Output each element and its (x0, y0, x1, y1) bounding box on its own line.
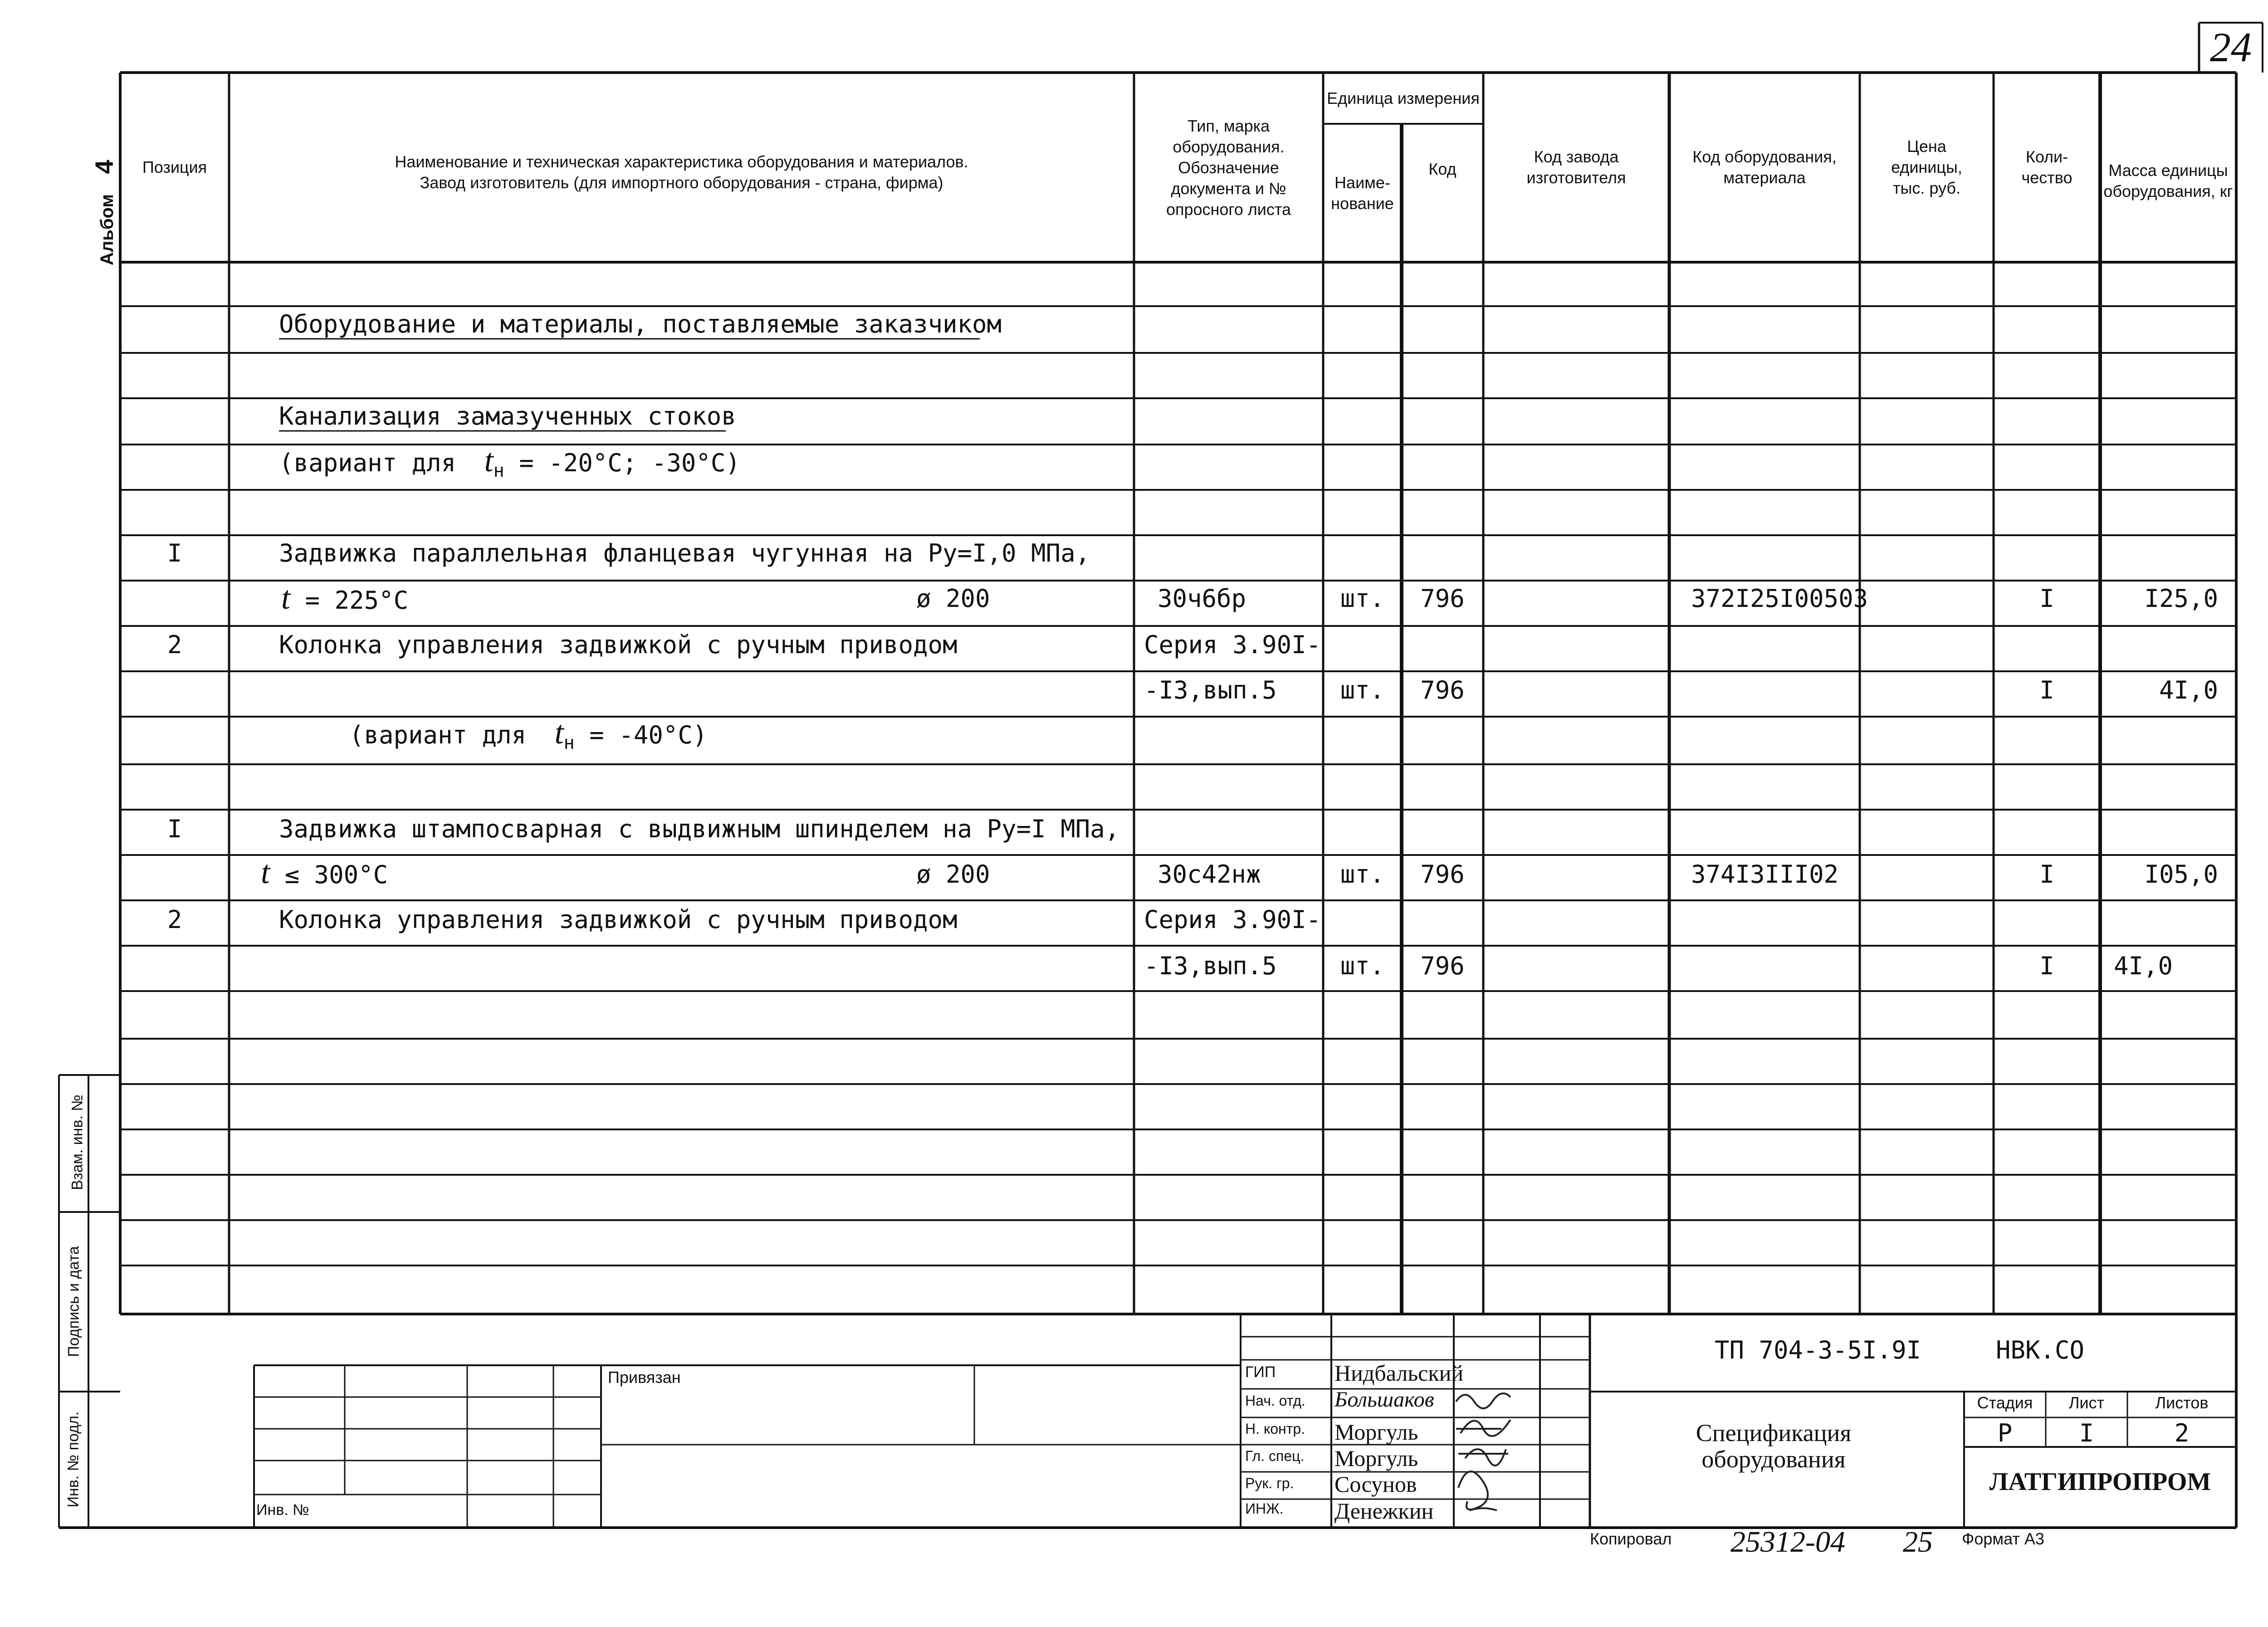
item-1-quantity: I (2039, 584, 2054, 613)
variant-2-line (349, 714, 708, 757)
item-2-position: 2 (167, 630, 182, 659)
header-mass: Масса единицы оборудования, кг (2103, 161, 2233, 200)
variant-1-line (279, 442, 740, 484)
variant-2-t-symbol: t (554, 714, 564, 751)
item-3-unit: шт. (1340, 860, 1385, 889)
item-4-type-line2: -I3,вып.5 (1144, 952, 1277, 980)
person-1: Нидбальский (1334, 1360, 1464, 1386)
item-1-diameter: ø 200 (916, 584, 990, 613)
variant-1-t-symbol: t (484, 442, 494, 479)
side-stamp-inv-replace: Взам. инв. № (68, 1094, 86, 1190)
header-type-mark: Тип, марка оборудования. Обозначение документа и № опросного листа (1166, 117, 1291, 219)
sheets-value: 2 (2174, 1419, 2190, 1447)
item-1-position: I (167, 539, 182, 567)
person-3: Моргуль (1334, 1419, 1418, 1445)
sheet-value: I (2079, 1419, 2094, 1447)
order-number: 25312-04 (1730, 1525, 1845, 1559)
role-group-lead: Рук. гр. (1245, 1475, 1294, 1491)
item-3-quantity: I (2039, 860, 2054, 889)
person-5: Сосунов (1334, 1471, 1417, 1497)
doc-code: ТП 704-3-5I.9I (1715, 1336, 1921, 1364)
header-plant-code: Код завода изготовителя (1526, 147, 1626, 187)
item-2-unit: шт. (1340, 676, 1385, 704)
album-number: 4 (90, 160, 118, 174)
variant-1-prefix: (вариант для (279, 449, 456, 477)
variant-1-subscript: н (493, 460, 504, 481)
item-4-position: 2 (167, 905, 182, 934)
variant-2-subscript: н (563, 732, 575, 753)
role-chief-spec: Гл. спец. (1245, 1448, 1305, 1464)
item-1-t-value: = 225°С (305, 586, 409, 615)
item-3-mass: I05,0 (2144, 860, 2218, 889)
doc-title: Спецификация оборудования (1696, 1419, 1852, 1473)
item-4-name: Колонка управления задвижкой с ручным приводом (279, 905, 958, 934)
item-3-position: I (167, 815, 182, 843)
item-3-equipment-code: 374I3III02 (1691, 860, 1839, 889)
item-3-temperature (261, 854, 388, 890)
sheets-label: Листов (2155, 1393, 2209, 1412)
item-2-quantity: I (2039, 676, 2054, 704)
header-unit-name: Наиме- нование (1331, 173, 1394, 213)
copied-label: Копировал (1590, 1529, 1672, 1548)
item-3-t-value: ≤ 300°С (284, 860, 388, 889)
inv-no-label: Инв. № (256, 1501, 309, 1519)
section-title: Оборудование и материалы, поставляемые заказчиком (279, 310, 1002, 338)
header-quantity: Коли- чество (2021, 147, 2072, 187)
item-1-temperature (281, 580, 409, 616)
header-name-line2: Завод изготовитель (для импортного оборудования - страна, фирма) (420, 173, 943, 192)
item-2-type-line2: -I3,вып.5 (1144, 676, 1277, 704)
header-name (229, 145, 1134, 200)
item-1-mass: I25,0 (2144, 584, 2218, 613)
role-gip: ГИП (1245, 1363, 1276, 1381)
item-3-type: 30с42нж (1158, 860, 1261, 889)
organization: ЛАТГИПРОПРОМ (1989, 1468, 2211, 1496)
subsection-title: Канализация замазученных стоков (279, 402, 736, 430)
item-3-name: Задвижка штампосварная с выдвижным шпинделем на Ру=I МПа, (279, 815, 1120, 843)
role-engineer: ИНЖ. (1245, 1500, 1284, 1517)
album-label-text: Альбом (97, 194, 117, 265)
item-3-diameter: ø 200 (916, 860, 990, 889)
side-stamp-sign-date: Подпись и дата (65, 1246, 83, 1357)
person-2: Большаков (1334, 1388, 1434, 1412)
person-4: Моргуль (1334, 1446, 1418, 1471)
variant-2-values: = -40°С) (589, 721, 708, 749)
doc-mark: НВК.СО (1996, 1336, 2085, 1364)
role-head-dept: Нач. отд. (1245, 1392, 1305, 1409)
item-1-equipment-code: 372I25I00503 (1691, 584, 1868, 613)
role-norm-control: Н. контр. (1245, 1421, 1305, 1437)
item-2-mass: 4I,0 (2159, 676, 2218, 704)
variant-2-prefix: (вариант для (349, 721, 527, 749)
sheet-number: 24 (2210, 24, 2252, 70)
item-4-mass: 4I,0 (2114, 952, 2173, 980)
item-1-unit: шт. (1340, 584, 1385, 613)
item-4-unit-code: 796 (1420, 952, 1465, 980)
item-4-type-line1: Серия 3.90I- (1144, 905, 1321, 934)
header-price: Цена единицы, тыс. руб. (1891, 137, 1962, 197)
header-equipment-code: Код оборудования, материала (1692, 147, 1837, 187)
variant-1-values: = -20°С; -30°С) (519, 449, 740, 477)
item-2-type-line1: Серия 3.90I- (1144, 630, 1321, 659)
item-4-unit: шт. (1340, 952, 1385, 980)
sheet-label: Лист (2068, 1393, 2105, 1412)
item-2-unit-code: 796 (1420, 676, 1465, 704)
person-6: Денежкин (1334, 1498, 1434, 1524)
attached-label: Привязан (608, 1368, 681, 1387)
item-1-t-symbol: t (281, 580, 291, 616)
album-label (88, 160, 120, 265)
order-sub: 25 (1903, 1525, 1933, 1559)
item-4-quantity: I (2039, 952, 2054, 980)
item-1-unit-code: 796 (1420, 584, 1465, 613)
header-unit-code: Код (1428, 160, 1457, 178)
header-unit-group: Единица измерения (1327, 88, 1480, 107)
stage-value: Р (1997, 1419, 2013, 1447)
item-1-type: 30ч6бр (1158, 584, 1246, 613)
item-3-unit-code: 796 (1420, 860, 1465, 889)
item-2-name: Колонка управления задвижкой с ручным приводом (279, 630, 958, 659)
stage-label: Стадия (1977, 1393, 2033, 1412)
item-1-name: Задвижка параллельная фланцевая чугунная на Ру=I,0 МПа, (279, 539, 1090, 567)
header-position: Позиция (142, 158, 207, 176)
format-label: Формат А3 (1962, 1529, 2044, 1548)
header-name-line1: Наименование и техническая характеристика оборудования и материалов. (395, 152, 968, 171)
side-stamp-inv-orig: Инв. № подл. (64, 1411, 82, 1508)
item-3-t-symbol: t (261, 854, 270, 890)
